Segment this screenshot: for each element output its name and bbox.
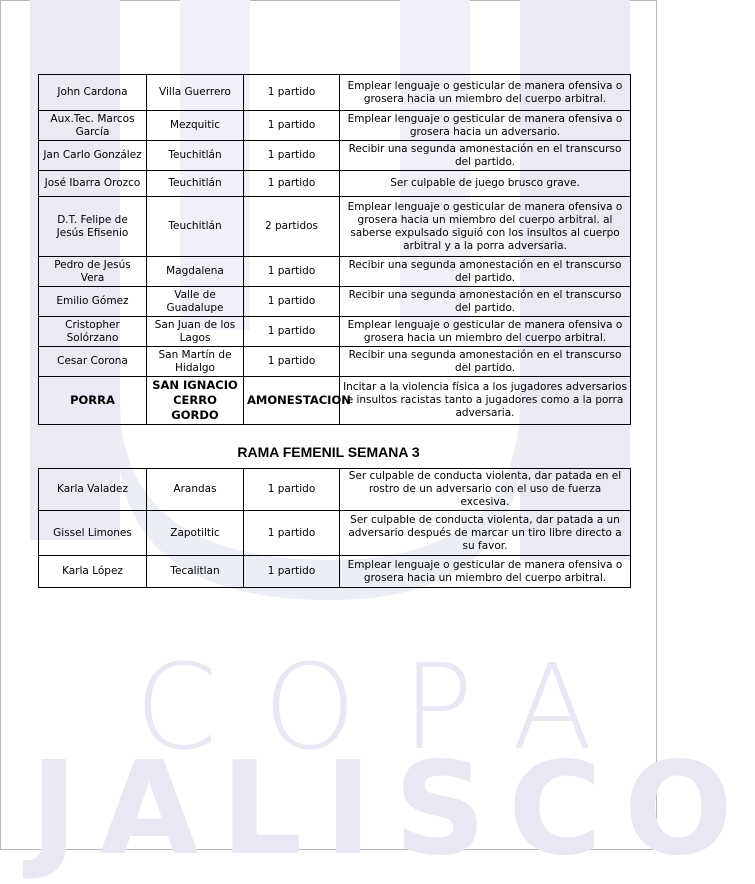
team-name: San Martín de Hidalgo xyxy=(147,347,244,377)
penalty: 1 partido xyxy=(244,347,340,377)
reason: Recibir una segunda amonestación en el transcurso del partido. xyxy=(340,347,631,377)
table-row xyxy=(39,75,631,111)
watermark-jalisco: JALISCO xyxy=(30,735,755,884)
sanctions-table-femenil xyxy=(38,468,631,588)
team-name: Zapotiltic xyxy=(147,511,244,556)
player-name: Aux.Tec. Marcos García xyxy=(39,111,147,141)
player-name: Karla López xyxy=(39,556,147,588)
reason: Emplear lenguaje o gesticular de manera ofensiva o grosera hacia un miembro del cuerpo arbitral. al saberse expulsado siguió con los insultos al cuerpo arbitral y a la porra adversaria. xyxy=(340,197,631,257)
penalty: 1 partido xyxy=(244,511,340,556)
penalty: 1 partido xyxy=(244,75,340,111)
table-row xyxy=(39,511,631,556)
table-row xyxy=(39,141,631,171)
team-name: SAN IGNACIO CERRO GORDO xyxy=(147,377,244,425)
penalty: 1 partido xyxy=(244,141,340,171)
reason: Incitar a la violencia física a los jugadores adversarios e insultos racistas tanto a jugadores como a la porra adversaria. xyxy=(340,377,631,425)
team-name: Villa Guerrero xyxy=(147,75,244,111)
penalty: 1 partido xyxy=(244,287,340,317)
table-row xyxy=(39,197,631,257)
table-row xyxy=(39,111,631,141)
player-name: Karla Valadez xyxy=(39,469,147,511)
player-name: Cesar Corona xyxy=(39,347,147,377)
player-name: D.T. Felipe de Jesús Efisenio xyxy=(39,197,147,257)
player-name: Cristopher Solórzano xyxy=(39,317,147,347)
reason: Recibir una segunda amonestación en el transcurso del partido. xyxy=(340,257,631,287)
team-name: Valle de Guadalupe xyxy=(147,287,244,317)
reason: Emplear lenguaje o gesticular de manera ofensiva o grosera hacia un miembro del cuerpo arbitral. xyxy=(340,75,631,111)
penalty: 1 partido xyxy=(244,171,340,197)
player-name: Pedro de Jesús Vera xyxy=(39,257,147,287)
player-name: Gissel Limones xyxy=(39,511,147,556)
table-row xyxy=(39,171,631,197)
penalty: 1 partido xyxy=(244,556,340,588)
table-row xyxy=(39,257,631,287)
team-name: Magdalena xyxy=(147,257,244,287)
team-name: Teuchitlán xyxy=(147,141,244,171)
team-name: Mezquitic xyxy=(147,111,244,141)
reason: Ser culpable de conducta violenta, dar patada en el rostro de un adversario con el uso de fuerza excesiva. xyxy=(340,469,631,511)
table-row xyxy=(39,377,631,425)
reason: Emplear lenguaje o gesticular de manera ofensiva o grosera hacia un miembro del cuerpo arbitral. xyxy=(340,317,631,347)
player-name: José Ibarra Orozco xyxy=(39,171,147,197)
player-name: Emilio Gómez xyxy=(39,287,147,317)
reason: Emplear lenguaje o gesticular de manera ofensiva o grosera hacia un miembro del cuerpo arbitral. xyxy=(340,556,631,588)
penalty: 1 partido xyxy=(244,317,340,347)
penalty: 1 partido xyxy=(244,469,340,511)
reason: Recibir una segunda amonestación en el transcurso del partido. xyxy=(340,287,631,317)
team-name: Arandas xyxy=(147,469,244,511)
penalty: AMONESTACION xyxy=(244,377,340,425)
reason: Recibir una segunda amonestación en el transcurso del partido. xyxy=(340,141,631,171)
table-row xyxy=(39,317,631,347)
sanctions-table-varonil xyxy=(38,74,631,425)
player-name: PORRA xyxy=(39,377,147,425)
team-name: Teuchitlán xyxy=(147,197,244,257)
penalty: 1 partido xyxy=(244,257,340,287)
table-row xyxy=(39,347,631,377)
player-name: John Cardona xyxy=(39,75,147,111)
team-name: Teuchitlán xyxy=(147,171,244,197)
team-name: San Juan de los Lagos xyxy=(147,317,244,347)
section-title: RAMA FEMENIL SEMANA 3 xyxy=(237,444,420,460)
player-name: Jan Carlo González xyxy=(39,141,147,171)
table-row xyxy=(39,556,631,588)
team-name: Tecalitlan xyxy=(147,556,244,588)
reason: Ser culpable de juego brusco grave. xyxy=(340,171,631,197)
table-row xyxy=(39,469,631,511)
penalty: 2 partidos xyxy=(244,197,340,257)
watermark-copa: COPA xyxy=(135,638,639,776)
reason: Emplear lenguaje o gesticular de manera ofensiva o grosera hacia un adversario. xyxy=(340,111,631,141)
penalty: 1 partido xyxy=(244,111,340,141)
reason: Ser culpable de conducta violenta, dar patada a un adversario después de marcar un tiro libre directo a su favor. xyxy=(340,511,631,556)
table-row xyxy=(39,287,631,317)
